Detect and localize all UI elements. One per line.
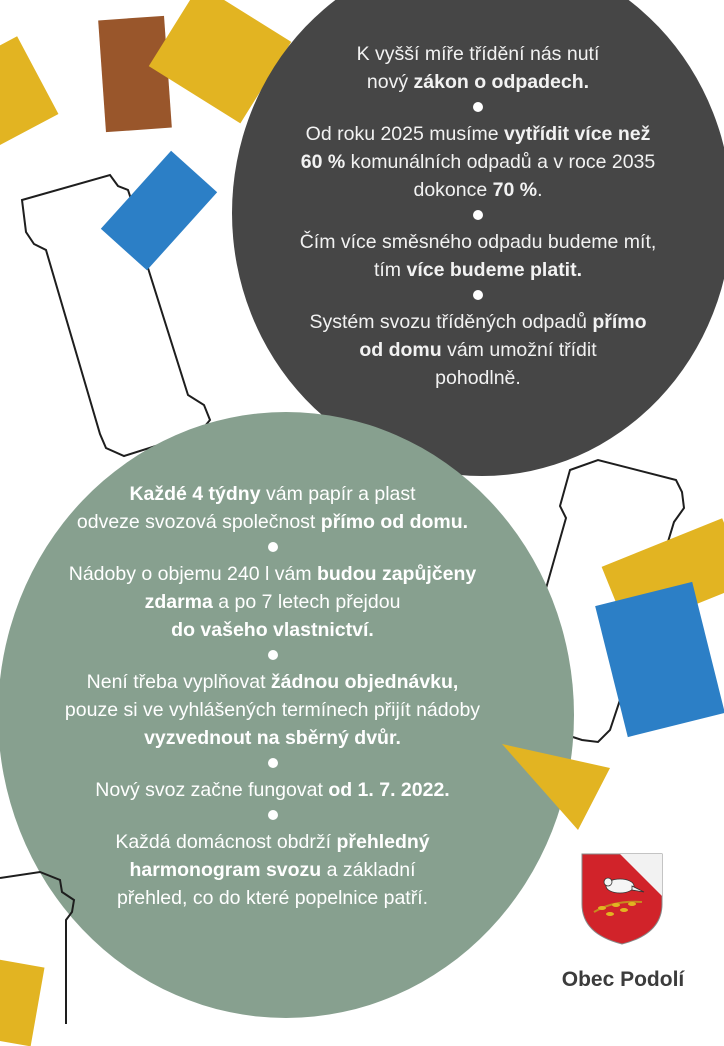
paragraph-schedule	[20, 828, 525, 912]
text: Systém svozu tříděných odpadů	[309, 311, 593, 333]
text-bold: od 1. 7. 2022.	[328, 779, 450, 801]
text: nový	[366, 71, 414, 93]
text: přehled, co do které popelnice patří.	[116, 887, 429, 909]
text: Každá domácnost obdrží	[115, 831, 337, 853]
text-bold: vyzvednout na sběrný dvůr.	[144, 727, 401, 749]
text: .	[537, 179, 543, 201]
dark-circle-text	[262, 40, 694, 392]
text-bold: Každé 4 týdny	[129, 483, 261, 505]
text-bold: zdarma	[144, 591, 213, 613]
text: a po 7 letech přejdou	[212, 591, 401, 613]
municipality-name: Obec Podolí	[561, 968, 685, 991]
paragraph-frequency	[20, 480, 525, 536]
yellow-shape-bottom-left	[0, 958, 45, 1046]
paragraph-system	[262, 308, 694, 392]
paragraph-payment	[262, 228, 694, 284]
text-bold: více budeme platit.	[406, 259, 583, 281]
paragraph-start-date	[20, 776, 525, 804]
bullet-dot	[268, 810, 278, 820]
bullet-dot	[473, 210, 483, 220]
text: pouze si ve vyhlášených termínech přijít nádoby	[64, 699, 481, 721]
text: vám papír a plast	[260, 483, 416, 505]
text-bold: vytřídit více než	[504, 123, 651, 145]
text: a základní	[321, 859, 416, 881]
text-bold: harmonogram svozu	[129, 859, 322, 881]
text: Od roku 2025 musíme	[305, 123, 505, 145]
bullet-dot	[473, 102, 483, 112]
coat-of-arms-icon	[580, 852, 664, 946]
text-bold: přímo	[592, 311, 647, 333]
text-bold: 60 %	[300, 151, 346, 173]
bullet-dot	[473, 290, 483, 300]
text-bold: do vašeho vlastnictví.	[171, 619, 374, 641]
text: Není třeba vyplňovat	[86, 671, 271, 693]
text: pohodlně.	[435, 367, 521, 389]
paragraph-law	[262, 40, 694, 96]
paragraph-targets	[262, 120, 694, 204]
text: Čím více směsného odpadu budeme mít,	[299, 231, 657, 253]
text-bold: zákon o odpadech.	[413, 71, 590, 93]
green-circle-text	[20, 480, 525, 912]
text: K vyšší míře třídění nás nutí	[356, 43, 600, 65]
paragraph-pickup	[20, 668, 525, 752]
text-bold: přehledný	[336, 831, 430, 853]
bullet-dot	[268, 650, 278, 660]
text-bold: budou zapůjčeny	[316, 563, 477, 585]
paragraph-containers	[20, 560, 525, 644]
text: dokonce	[413, 179, 493, 201]
bullet-dot	[268, 542, 278, 552]
text: Nádoby o objemu 240 l vám	[68, 563, 317, 585]
text-bold: od domu	[359, 339, 442, 361]
text: Nový svoz začne fungovat	[95, 779, 329, 801]
bullet-dot	[268, 758, 278, 768]
text: odveze svozová společnost	[76, 511, 321, 533]
text: tím	[373, 259, 407, 281]
text-bold: žádnou objednávku,	[270, 671, 459, 693]
text-bold: přímo od domu.	[320, 511, 469, 533]
text: komunálních odpadů a v roce 2035	[345, 151, 656, 173]
text-bold: 70 %	[492, 179, 538, 201]
text: vám umožní třídit	[441, 339, 597, 361]
